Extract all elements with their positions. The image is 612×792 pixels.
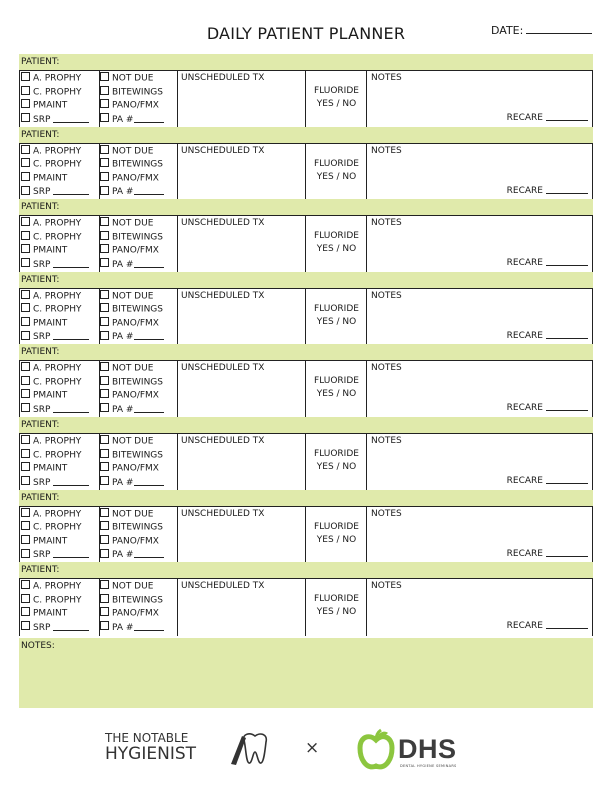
radiograph-column: [100, 507, 178, 564]
checkbox-not-due[interactable]: NOT DUE: [100, 580, 177, 594]
checkbox-pano-fmx[interactable]: PANO/FMX: [100, 317, 177, 331]
unscheduled-tx-field[interactable]: UNSCHEDULED TX: [178, 434, 306, 491]
checkbox-pano-fmx[interactable]: PANO/FMX: [100, 535, 177, 549]
checkbox-icon[interactable]: [100, 476, 109, 485]
patient-label: PATIENT:: [21, 129, 60, 140]
checkbox-icon[interactable]: [100, 99, 109, 108]
checkbox-icon[interactable]: [100, 449, 109, 458]
checkbox-icon[interactable]: [21, 172, 30, 181]
pa-blank[interactable]: [134, 113, 164, 123]
checkbox-pmaint[interactable]: PMAINT: [21, 244, 99, 258]
checkbox-icon[interactable]: [100, 521, 109, 530]
patient-name-bar[interactable]: [19, 562, 593, 578]
fluoride-field[interactable]: FLUORIDE YES / NO: [307, 434, 367, 491]
notes-field[interactable]: NOTES RECARE: [368, 289, 592, 346]
checkbox-icon[interactable]: [21, 389, 30, 398]
patient-block: [19, 417, 593, 490]
checkbox-icon[interactable]: [21, 435, 30, 444]
checkbox-icon[interactable]: [100, 580, 109, 589]
patient-name-bar[interactable]: [19, 199, 593, 215]
checkbox-bitewings[interactable]: BITEWINGS: [100, 594, 177, 608]
srp-blank[interactable]: [53, 185, 89, 195]
checkbox-pano-fmx[interactable]: PANO/FMX: [100, 389, 177, 403]
patient-block: [19, 199, 593, 272]
checkbox-icon[interactable]: [21, 158, 30, 167]
checkbox-icon[interactable]: [100, 376, 109, 385]
checkbox-icon[interactable]: [21, 476, 30, 485]
checkbox-pmaint[interactable]: PMAINT: [21, 535, 99, 549]
checkbox-icon[interactable]: [21, 217, 30, 226]
procedure-column: [21, 579, 100, 636]
checkbox-bitewings[interactable]: BITEWINGS: [100, 521, 177, 535]
collaboration-x: ×: [305, 738, 320, 758]
patient-name-bar[interactable]: [19, 54, 593, 70]
checkbox-icon[interactable]: [100, 535, 109, 544]
checkbox-icon[interactable]: [21, 290, 30, 299]
checkbox-pano-fmx[interactable]: PANO/FMX: [100, 244, 177, 258]
checkbox-a-prophy[interactable]: A. PROPHY: [21, 508, 99, 522]
checkbox-pmaint[interactable]: PMAINT: [21, 317, 99, 331]
checkbox-not-due[interactable]: NOT DUE: [100, 290, 177, 304]
checkbox-pmaint[interactable]: PMAINT: [21, 99, 99, 113]
checkbox-icon[interactable]: [100, 462, 109, 471]
checkbox-icon[interactable]: [21, 145, 30, 154]
checkbox-icon[interactable]: [21, 508, 30, 517]
radiograph-column: [100, 579, 178, 636]
checkbox-icon[interactable]: [100, 303, 109, 312]
patient-block: [19, 344, 593, 417]
checkbox-a-prophy[interactable]: A. PROPHY: [21, 72, 99, 86]
checkbox-srp[interactable]: SRP: [21, 476, 99, 490]
checkbox-c-prophy[interactable]: C. PROPHY: [21, 376, 99, 390]
patient-details: [19, 288, 593, 346]
checkbox-icon[interactable]: [100, 403, 109, 412]
recare-field[interactable]: RECARE: [507, 329, 588, 343]
checkbox-not-due[interactable]: NOT DUE: [100, 508, 177, 522]
checkbox-icon[interactable]: [100, 621, 109, 630]
date-field[interactable]: [491, 23, 592, 37]
patient-details: [19, 506, 593, 564]
checkbox-c-prophy[interactable]: C. PROPHY: [21, 231, 99, 245]
checkbox-icon[interactable]: [21, 99, 30, 108]
checkbox-icon[interactable]: [21, 535, 30, 544]
checkbox-icon[interactable]: [100, 258, 109, 267]
checkbox-a-prophy[interactable]: A. PROPHY: [21, 290, 99, 304]
checkbox-icon[interactable]: [100, 290, 109, 299]
unscheduled-tx-field[interactable]: UNSCHEDULED TX: [178, 361, 306, 418]
patient-label: PATIENT:: [21, 202, 60, 213]
recare-field[interactable]: RECARE: [507, 111, 588, 125]
srp-blank[interactable]: [53, 403, 89, 413]
patient-details: [19, 143, 593, 201]
checkbox-not-due[interactable]: NOT DUE: [100, 145, 177, 159]
recare-blank[interactable]: [546, 329, 588, 339]
notes-field[interactable]: NOTES RECARE: [368, 361, 592, 418]
checkbox-a-prophy[interactable]: A. PROPHY: [21, 145, 99, 159]
checkbox-not-due[interactable]: NOT DUE: [100, 435, 177, 449]
patient-label: PATIENT:: [21, 565, 60, 576]
checkbox-icon[interactable]: [21, 621, 30, 630]
patient-details: [19, 70, 593, 128]
checkbox-srp[interactable]: SRP: [21, 403, 99, 417]
checkbox-srp[interactable]: SRP: [21, 621, 99, 635]
srp-blank[interactable]: [53, 548, 89, 558]
checkbox-bitewings[interactable]: BITEWINGS: [100, 449, 177, 463]
pa-blank[interactable]: [134, 258, 164, 268]
procedure-column: [21, 434, 100, 491]
checkbox-pano-fmx[interactable]: PANO/FMX: [100, 607, 177, 621]
checkbox-pa[interactable]: PA #: [100, 113, 177, 127]
checkbox-a-prophy[interactable]: A. PROPHY: [21, 362, 99, 376]
procedure-column: [21, 507, 100, 564]
patient-name-bar[interactable]: [19, 344, 593, 360]
checkbox-c-prophy[interactable]: C. PROPHY: [21, 449, 99, 463]
checkbox-icon[interactable]: [100, 113, 109, 122]
checkbox-a-prophy[interactable]: A. PROPHY: [21, 580, 99, 594]
pa-blank[interactable]: [134, 621, 164, 631]
checkbox-icon[interactable]: [100, 186, 109, 195]
notes-field[interactable]: NOTES RECARE: [368, 579, 592, 636]
recare-blank[interactable]: [546, 474, 588, 484]
checkbox-c-prophy[interactable]: C. PROPHY: [21, 303, 99, 317]
dhs-logo-text: DHS: [398, 734, 457, 764]
notable-hygienist-logo: THE NOTABLE HYGIENIST: [105, 731, 197, 764]
patient-details: [19, 215, 593, 273]
checkbox-icon[interactable]: [21, 594, 30, 603]
checkbox-icon[interactable]: [21, 462, 30, 471]
checkbox-bitewings[interactable]: BITEWINGS: [100, 158, 177, 172]
procedure-column: [21, 289, 100, 346]
checkbox-pa[interactable]: PA #: [100, 548, 177, 562]
checkbox-icon[interactable]: [100, 435, 109, 444]
checkbox-srp[interactable]: SRP: [21, 548, 99, 562]
checkbox-srp[interactable]: SRP: [21, 330, 99, 344]
checkbox-not-due[interactable]: NOT DUE: [100, 217, 177, 231]
patient-label: PATIENT:: [21, 347, 60, 358]
patient-name-bar[interactable]: [19, 417, 593, 433]
fluoride-field[interactable]: FLUORIDE YES / NO: [307, 216, 367, 273]
recare-field[interactable]: RECARE: [507, 256, 588, 270]
checkbox-icon[interactable]: [21, 362, 30, 371]
notes-label: NOTES:: [21, 641, 55, 651]
notes-field[interactable]: NOTES RECARE: [368, 434, 592, 491]
checkbox-c-prophy[interactable]: C. PROPHY: [21, 158, 99, 172]
checkbox-icon[interactable]: [100, 331, 109, 340]
checkbox-icon[interactable]: [100, 549, 109, 558]
recare-blank[interactable]: [546, 111, 588, 121]
branding-footer: [0, 728, 612, 778]
srp-blank[interactable]: [53, 330, 89, 340]
notes-field[interactable]: NOTES RECARE: [368, 144, 592, 201]
unscheduled-tx-field[interactable]: UNSCHEDULED TX: [178, 144, 306, 201]
checkbox-icon[interactable]: [21, 403, 30, 412]
recare-blank[interactable]: [546, 547, 588, 557]
patient-label: PATIENT:: [21, 57, 60, 67]
recare-blank[interactable]: [546, 401, 588, 411]
notes-field[interactable]: NOTES RECARE: [368, 216, 592, 273]
checkbox-icon[interactable]: [21, 376, 30, 385]
radiograph-column: [100, 144, 178, 201]
checkbox-c-prophy[interactable]: C. PROPHY: [21, 86, 99, 100]
recare-field[interactable]: RECARE: [507, 547, 588, 561]
checkbox-pa[interactable]: PA #: [100, 476, 177, 490]
checkbox-icon[interactable]: [100, 508, 109, 517]
unscheduled-tx-field[interactable]: UNSCHEDULED TX: [178, 579, 306, 636]
checkbox-pa[interactable]: PA #: [100, 330, 177, 344]
checkbox-icon[interactable]: [100, 172, 109, 181]
checkbox-a-prophy[interactable]: A. PROPHY: [21, 217, 99, 231]
checkbox-a-prophy[interactable]: A. PROPHY: [21, 435, 99, 449]
pa-blank[interactable]: [134, 476, 164, 486]
checkbox-pano-fmx[interactable]: PANO/FMX: [100, 462, 177, 476]
fluoride-field[interactable]: FLUORIDE YES / NO: [307, 289, 367, 346]
page-title: DAILY PATIENT PLANNER: [206, 24, 406, 43]
checkbox-srp[interactable]: SRP: [21, 113, 99, 127]
checkbox-bitewings[interactable]: BITEWINGS: [100, 86, 177, 100]
recare-field[interactable]: RECARE: [507, 401, 588, 415]
checkbox-icon[interactable]: [21, 331, 30, 340]
checkbox-icon[interactable]: [100, 362, 109, 371]
procedure-column: [21, 216, 100, 273]
checkbox-icon[interactable]: [21, 86, 30, 95]
patient-label: PATIENT:: [21, 420, 60, 430]
fluoride-field[interactable]: FLUORIDE YES / NO: [307, 71, 367, 128]
procedure-column: [21, 361, 100, 418]
checkbox-icon[interactable]: [21, 580, 30, 589]
patient-label: PATIENT:: [21, 274, 60, 285]
checkbox-icon[interactable]: [100, 86, 109, 95]
radiograph-column: [100, 361, 178, 418]
checkbox-icon[interactable]: [21, 317, 30, 326]
checkbox-icon[interactable]: [100, 244, 109, 253]
patient-block: [19, 490, 593, 563]
checkbox-pano-fmx[interactable]: PANO/FMX: [100, 99, 177, 113]
checkbox-bitewings[interactable]: BITEWINGS: [100, 303, 177, 317]
srp-blank[interactable]: [53, 621, 89, 631]
checkbox-not-due[interactable]: NOT DUE: [100, 72, 177, 86]
procedure-column: [21, 144, 100, 201]
notes-field[interactable]: NOTES RECARE: [368, 507, 592, 564]
checkbox-icon[interactable]: [21, 186, 30, 195]
date-blank[interactable]: [526, 23, 592, 34]
checkbox-icon[interactable]: [21, 258, 30, 267]
patient-details: [19, 433, 593, 491]
recare-field[interactable]: RECARE: [507, 619, 588, 633]
recare-field[interactable]: RECARE: [507, 474, 588, 488]
checkbox-not-due[interactable]: NOT DUE: [100, 362, 177, 376]
checkbox-icon[interactable]: [100, 158, 109, 167]
patient-details: [19, 578, 593, 636]
checkbox-pa[interactable]: PA #: [100, 621, 177, 635]
checkbox-icon[interactable]: [100, 607, 109, 616]
pa-blank[interactable]: [134, 330, 164, 340]
recare-field[interactable]: RECARE: [507, 184, 588, 198]
fluoride-field[interactable]: FLUORIDE YES / NO: [307, 144, 367, 201]
checkbox-pa[interactable]: PA #: [100, 403, 177, 417]
checkbox-pmaint[interactable]: PMAINT: [21, 462, 99, 476]
patient-name-bar[interactable]: [19, 272, 593, 288]
dhs-subtitle: DENTAL HYGIENE SEMINARS: [400, 764, 457, 768]
recare-blank[interactable]: [546, 619, 588, 629]
notes-field[interactable]: NOTES RECARE: [368, 71, 592, 128]
recare-blank[interactable]: [546, 184, 588, 194]
checkbox-icon[interactable]: [21, 449, 30, 458]
checkbox-icon[interactable]: [21, 113, 30, 122]
pen-tooth-icon: [228, 730, 272, 768]
patient-name-bar[interactable]: [19, 490, 593, 506]
checkbox-srp[interactable]: SRP: [21, 258, 99, 272]
checkbox-icon[interactable]: [21, 244, 30, 253]
checkbox-c-prophy[interactable]: C. PROPHY: [21, 521, 99, 535]
fluoride-field[interactable]: FLUORIDE YES / NO: [307, 579, 367, 636]
pa-blank[interactable]: [134, 403, 164, 413]
patient-details: [19, 360, 593, 418]
date-label: DATE:: [491, 24, 524, 37]
unscheduled-tx-field[interactable]: UNSCHEDULED TX: [178, 71, 306, 128]
patient-name-bar[interactable]: [19, 127, 593, 143]
checkbox-icon[interactable]: [21, 521, 30, 530]
fluoride-field[interactable]: FLUORIDE YES / NO: [307, 361, 367, 418]
pa-blank[interactable]: [134, 548, 164, 558]
srp-blank[interactable]: [53, 258, 89, 268]
unscheduled-tx-field[interactable]: UNSCHEDULED TX: [178, 216, 306, 273]
checkbox-icon[interactable]: [100, 217, 109, 226]
pa-blank[interactable]: [134, 185, 164, 195]
patient-block: [19, 127, 593, 200]
checkbox-pmaint[interactable]: PMAINT: [21, 389, 99, 403]
radiograph-column: [100, 434, 178, 491]
recare-blank[interactable]: [546, 256, 588, 266]
checkbox-icon[interactable]: [100, 231, 109, 240]
checkbox-icon[interactable]: [21, 231, 30, 240]
checkbox-icon[interactable]: [100, 389, 109, 398]
general-notes-area[interactable]: [19, 638, 593, 708]
checkbox-pano-fmx[interactable]: PANO/FMX: [100, 172, 177, 186]
checkbox-icon[interactable]: [21, 607, 30, 616]
checkbox-icon[interactable]: [21, 72, 30, 81]
radiograph-column: [100, 289, 178, 346]
unscheduled-tx-field[interactable]: UNSCHEDULED TX: [178, 507, 306, 564]
radiograph-column: [100, 216, 178, 273]
checkbox-pa[interactable]: PA #: [100, 185, 177, 199]
patient-block: [19, 562, 593, 635]
patient-label: PATIENT:: [21, 492, 60, 503]
checkbox-icon[interactable]: [100, 72, 109, 81]
checkbox-pa[interactable]: PA #: [100, 258, 177, 272]
checkbox-icon[interactable]: [21, 549, 30, 558]
checkbox-icon[interactable]: [100, 594, 109, 603]
patient-block: [19, 54, 593, 127]
checkbox-icon[interactable]: [100, 317, 109, 326]
checkbox-c-prophy[interactable]: C. PROPHY: [21, 594, 99, 608]
srp-blank[interactable]: [53, 476, 89, 486]
patient-block: [19, 272, 593, 345]
apple-icon: [357, 728, 395, 772]
checkbox-bitewings[interactable]: BITEWINGS: [100, 231, 177, 245]
checkbox-icon[interactable]: [21, 303, 30, 312]
fluoride-field[interactable]: FLUORIDE YES / NO: [307, 507, 367, 564]
checkbox-pmaint[interactable]: PMAINT: [21, 607, 99, 621]
checkbox-pmaint[interactable]: PMAINT: [21, 172, 99, 186]
srp-blank[interactable]: [53, 113, 89, 123]
unscheduled-tx-field[interactable]: UNSCHEDULED TX: [178, 289, 306, 346]
procedure-column: [21, 71, 100, 128]
checkbox-icon[interactable]: [100, 145, 109, 154]
checkbox-bitewings[interactable]: BITEWINGS: [100, 376, 177, 390]
radiograph-column: [100, 71, 178, 128]
checkbox-srp[interactable]: SRP: [21, 185, 99, 199]
